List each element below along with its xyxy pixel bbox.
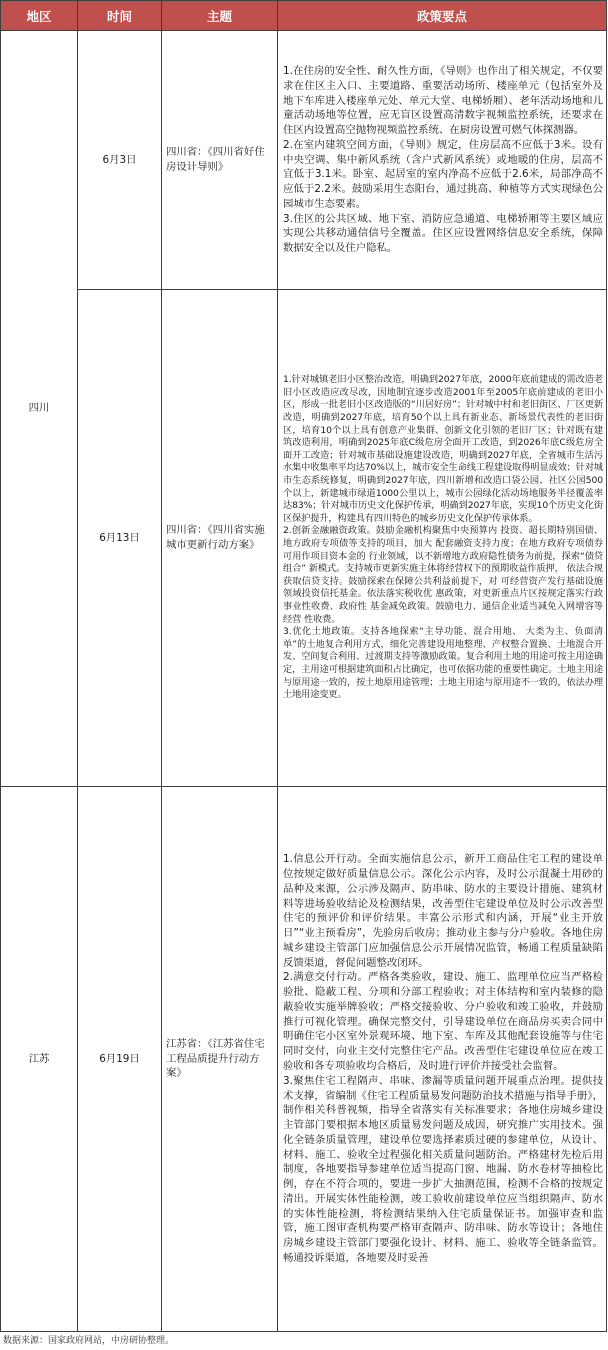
policy-point: 2.创新金融融资政策。鼓励金融机构聚焦中央预算内 投资、超长期特别国债、地方政府专项债等支持的项目，加大 配套融资支持力度；在地方政府专项债券可用作项目资本金的 行业领域，以不新增地方政府隐性债务为前提，探索“债贷组合” 新模式。支持城市更新实施主体将经营权下的预期收益作质押， 依法合规获取信贷支持。鼓励探索在保障公共利益前提下，对 可经营资产发行基础设施领域投资信托基金。依法落实税收优 惠政策，对更新重点片区按规定落实行政事业性收费、政府性 基金减免政策。鼓励电力、通信企业适当减免入网增容等经营 性收费。 [283, 525, 603, 625]
date-cell: 6月13日 [78, 290, 162, 787]
table-row [1, 290, 607, 787]
table-row [1, 787, 607, 1332]
data-source-note: 数据来源：国家政府网站，中房研协整理。 [3, 1336, 175, 1346]
theme-cell: 江苏省：《江苏省住宅工程品质提升行动方案》 [162, 787, 278, 1332]
policy-points-cell [278, 31, 607, 290]
policy-point: 3.住区的公共区域、地下室、消防应急通道、电梯轿厢等主要区域应实现公共移动通信信号全覆盖。住区应设置网络信息安全系统，保障数据安全以及住户隐私。 [283, 212, 603, 255]
policy-point: 1.信息公开行动。全面实施信息公示，新开工商品住宅工程的建设单位按规定做好质量信息公示。深化公示内容，及时公示混凝土用砂的品种及来源，公示涉及隔声、防串味、防水的主要设计措施、建筑材料等进场验收结论及检测结果，改善型住宅建设单位及时公示改善型住宅的预评价和评价结果。丰富公示形式和内涵，开展“业主开放日”“业主预看房”，先验房后收房；推动业主参与分户验收。各地住房城乡建设主管部门应加强信息公示开展情况监管，畅通工程质量缺陷反馈渠道，督促问题整改闭环。 [283, 853, 603, 969]
policy-points-cell [278, 787, 607, 1332]
theme-cell: 四川省：《四川省实施城市更新行动方案》 [162, 290, 278, 787]
region-cell: 四川 [1, 31, 78, 787]
date-cell: 6月19日 [78, 787, 162, 1332]
policy-point: 3.优化土地政策。支持各地探索“主导功能、混合用地、 大类为主、负面清单”的土地复合利用方式，细化完善建设用地整理、产权整合置换、土地混合开发、空间复合利用、过渡期支持等激励政策。复合利用土地的用途可按主用途确定，主用途可根据建筑面积占比确定，也可依据功能的重要性确定。土地主用途与原用途一致的，按土地原用途管理；土地主用途与原用途不一致的，依法办理土地用途变更。 [283, 626, 603, 701]
header-region: 地区 [1, 1, 78, 31]
table-header-row [1, 1, 607, 31]
header-time: 时间 [78, 1, 162, 31]
header-theme: 主题 [162, 1, 278, 31]
theme-cell: 四川省：《四川省好住房设计导则》 [162, 31, 278, 290]
header-policy-points: 政策要点 [278, 1, 607, 31]
policy-point: 3.聚焦住宅工程隔声、串味、渗漏等质量问题开展重点治理。提供技术支撑，省编制《住宅工程质量易发问题防治技术措施与指导手册》，制作相关科普视频，指导全省落实有关标准要求；各地住房城乡建设主管部门要根据本地区质量易发问题及成因，研究推广实用技术。强化全链条质量管理，建设单位要选择素质过硬的参建单位，从设计、材料、施工、验收全过程强化相关质量问题防治。严格建材先检后用制度，各地要指导参建单位适当提高门窗、地漏、防水卷材等抽检比例，存在不符合项的，要进一步扩大抽测范围，检测不合格的按规定清出。开展实体性能检测，竣工验收前建设单位应当组织隔声、防水的实体性能检测，将检测结果纳入住宅质量保证书。加强审查和监管，施工图审查机构要严格审查隔声、防串味、防水等设计；各地住房城乡建设主管部门要强化设计、材料、施工、验收等全链条监管。畅通投诉渠道，各地要及时妥善 [283, 1074, 603, 1264]
date-cell: 6月3日 [78, 31, 162, 290]
table-row [1, 31, 607, 290]
policy-points-cell [278, 290, 607, 787]
policy-point: 2.在室内建筑空间方面，《导则》规定，住房层高不应低于3米。设有中央空调、集中新风系统（含户式新风系统）或地暖的住房，层高不宜低于3.1米。卧室、起居室的室内净高不应低于2.6米，局部净高不应低于2.2米。鼓励采用生态阳台，通过挑高、种植等方式实现绿色公园城市生态要素。 [283, 138, 603, 210]
policy-point: 2.满意交付行动。严格各类验收，建设、施工、监理单位应当严格检验批、隐蔽工程、分项和分部工程验收；对主体结构和室内装修的隐蔽验收实施举牌验收；严格交接验收、分户验收和竣工验收，并鼓励推行可视化管理。确保完整交付，引导建设单位在商品房买卖合同中明确住宅小区室外景观环境、地下室、车库及其他配套设施等与住宅同时交付，向业主交付完整住宅产品。改善型住宅建设单位应在竣工验收和各专项验收均合格后，及时进行评价并接受社会监督。 [283, 971, 603, 1072]
policy-point: 1.在住房的安全性、耐久性方面，《导则》也作出了相关规定，不仅要求在住区主入口、主要道路、重要活动场所、楼座单元（包括室外及地下车库进入楼座单元处、单元大堂、电梯轿厢）、老年活动场地和儿童活动场地等位置，应无盲区设置高清数字视频监控系统，还要求在住区内设置高空抛物视频监控系统、在厨房设置可燃气体探测器。 [283, 65, 603, 137]
policy-point: 1.针对城镇老旧小区整治改造，明确到2027年底，2000年底前建成的需改造老旧小区改造应改尽改，因地制宜逐步改造2001年至2005年底前建成的老旧小区，形成一批老旧小区改造版的“川居好房”；针对城中村和老旧街区、厂区更新改造，明确到2027年底，培育50个以上具有新业态、新场景代表性的老旧街区，培育10个以上具有创意产业集群、创新文化引领的老旧厂区；针对既有建筑改造利用，明确到2025年底C级危房全面开工改造，到2026年底C级危房全面开工改造；针对城市基础设施建设改造，明确到2027年底，全省城市生活污水集中收集率平均达70%以上，城市安全生命线工程建设取得明显成效；针对城市生态系统修复，明确到2027年底，四川新增和改造口袋公园、社区公园500个以上，新建城市绿道1000公里以上，城市公园绿化活动场地服务半径覆盖率达83%；针对城市历史文化保护传承，明确到2027年底，实现10个历史文化街区保护提升，构建具有四川特色的城乡历史文化保护传承体系。 [283, 374, 604, 524]
region-cell: 江苏 [1, 787, 78, 1332]
